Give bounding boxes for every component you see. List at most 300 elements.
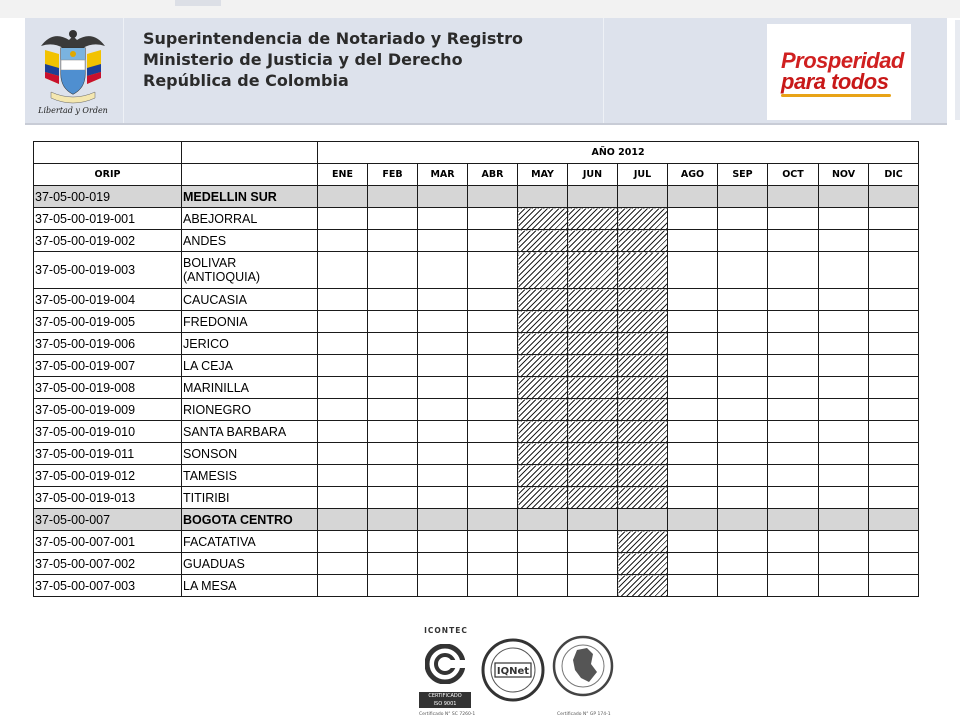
month-cell-ago (668, 377, 718, 399)
orip-name: ANDES (182, 230, 318, 252)
orip-code: 37-05-00-007 (34, 509, 182, 531)
month-cell-abr (468, 421, 518, 443)
month-cell-ene (318, 355, 368, 377)
month-cell-feb (368, 553, 418, 575)
month-cell-mar (418, 399, 468, 421)
month-cell-nov (819, 575, 869, 597)
month-cell-ene (318, 186, 368, 208)
month-cell-oct (768, 553, 819, 575)
orip-name: MARINILLA (182, 377, 318, 399)
table-row (34, 399, 919, 421)
orip-name: FACATATIVA (182, 531, 318, 553)
month-cell-oct (768, 399, 819, 421)
table-row (34, 575, 919, 597)
month-cell-jul-hatched (618, 289, 668, 311)
month-cell-dic (869, 443, 919, 465)
month-cell-nov (819, 252, 869, 289)
month-cell-oct (768, 186, 819, 208)
month-cell-sep (718, 186, 768, 208)
orip-code: 37-05-00-019-002 (34, 230, 182, 252)
group-row (34, 509, 919, 531)
month-cell-may (518, 531, 568, 553)
month-cell-may-hatched (518, 208, 568, 230)
month-cell-ago (668, 186, 718, 208)
iqnet-label: IQNet (496, 666, 530, 677)
slogan-line-2: para todos (781, 69, 889, 94)
month-cell-dic (869, 377, 919, 399)
month-cell-jul (618, 186, 668, 208)
month-cell-ago (668, 355, 718, 377)
group-row (34, 186, 919, 208)
month-cell-nov (819, 465, 869, 487)
icontec-mark-icon (425, 644, 465, 684)
month-cell-jul-hatched (618, 575, 668, 597)
month-cell-mar (418, 443, 468, 465)
month-header-oct: OCT (768, 164, 819, 186)
month-cell-abr (468, 531, 518, 553)
orip-name: GUADUAS (182, 553, 318, 575)
month-cell-nov (819, 289, 869, 311)
month-cell-jun (568, 186, 618, 208)
year-header-row (34, 142, 919, 164)
table-row (34, 208, 919, 230)
month-cell-sep (718, 208, 768, 230)
orip-code: 37-05-00-007-003 (34, 575, 182, 597)
month-cell-mar (418, 377, 468, 399)
orip-schedule-table (33, 141, 919, 597)
table-row (34, 465, 919, 487)
table-row (34, 289, 919, 311)
month-cell-abr (468, 465, 518, 487)
month-cell-mar (418, 289, 468, 311)
month-cell-jun-hatched (568, 377, 618, 399)
month-cell-feb (368, 289, 418, 311)
month-cell-sep (718, 252, 768, 289)
institution-line: República de Colombia (143, 71, 349, 90)
header-banner (25, 18, 947, 125)
month-cell-mar (418, 252, 468, 289)
orip-header: ORIP (34, 164, 182, 186)
month-cell-oct (768, 377, 819, 399)
month-cell-abr (468, 399, 518, 421)
month-cell-ago (668, 230, 718, 252)
month-cell-ago (668, 333, 718, 355)
prosperidad-logo (767, 24, 911, 120)
year-header: AÑO 2012 (318, 142, 919, 164)
month-cell-oct (768, 465, 819, 487)
month-cell-oct (768, 208, 819, 230)
month-cell-ene (318, 509, 368, 531)
month-cell-jun-hatched (568, 208, 618, 230)
month-cell-dic (869, 355, 919, 377)
month-cell-oct (768, 575, 819, 597)
orip-code: 37-05-00-019-003 (34, 252, 182, 289)
month-cell-jul-hatched (618, 421, 668, 443)
month-cell-ago (668, 421, 718, 443)
month-cell-ene (318, 208, 368, 230)
month-cell-feb (368, 421, 418, 443)
month-cell-ago (668, 553, 718, 575)
table-row (34, 311, 919, 333)
month-cell-jun-hatched (568, 355, 618, 377)
cert-number: Certificado N° GP 174-1 (557, 712, 611, 717)
month-cell-jun-hatched (568, 487, 618, 509)
month-cell-abr (468, 443, 518, 465)
month-cell-ene (318, 465, 368, 487)
cert-number: Certificado N° SC 7260-1 (419, 712, 476, 717)
month-cell-feb (368, 575, 418, 597)
institution-names (143, 28, 523, 91)
month-cell-nov (819, 553, 869, 575)
month-cell-abr (468, 230, 518, 252)
month-cell-nov (819, 421, 869, 443)
month-cell-jul-hatched (618, 230, 668, 252)
month-header-dic: DIC (869, 164, 919, 186)
orip-name: RIONEGRO (182, 399, 318, 421)
month-cell-dic (869, 553, 919, 575)
month-cell-dic (869, 230, 919, 252)
institution-line: Superintendencia de Notariado y Registro (143, 29, 523, 48)
month-cell-may-hatched (518, 421, 568, 443)
month-cell-ene (318, 443, 368, 465)
month-cell-ago (668, 575, 718, 597)
month-cell-sep (718, 355, 768, 377)
month-cell-jun (568, 509, 618, 531)
month-cell-mar (418, 208, 468, 230)
month-cell-nov (819, 399, 869, 421)
month-cell-may-hatched (518, 355, 568, 377)
month-cell-sep (718, 421, 768, 443)
month-cell-abr (468, 377, 518, 399)
month-cell-ago (668, 399, 718, 421)
table-row (34, 487, 919, 509)
month-cell-ene (318, 553, 368, 575)
orip-code: 37-05-00-019-004 (34, 289, 182, 311)
month-header-sep: SEP (718, 164, 768, 186)
month-cell-dic (869, 421, 919, 443)
month-cell-nov (819, 531, 869, 553)
month-cell-mar (418, 230, 468, 252)
month-cell-jul-hatched (618, 333, 668, 355)
iqnet-seal-icon (481, 638, 545, 702)
orip-code: 37-05-00-019-013 (34, 487, 182, 509)
month-cell-ago (668, 443, 718, 465)
month-cell-dic (869, 208, 919, 230)
month-cell-nov (819, 186, 869, 208)
month-cell-feb (368, 355, 418, 377)
month-cell-dic (869, 289, 919, 311)
orip-name: CAUCASIA (182, 289, 318, 311)
month-cell-nov (819, 208, 869, 230)
month-cell-mar (418, 333, 468, 355)
icontec-label: ICONTEC (424, 626, 468, 635)
month-cell-dic (869, 465, 919, 487)
orip-name: SONSON (182, 443, 318, 465)
month-cell-sep (718, 553, 768, 575)
month-header-nov: NOV (819, 164, 869, 186)
orip-name: JERICO (182, 333, 318, 355)
orip-code: 37-05-00-019-011 (34, 443, 182, 465)
month-cell-feb (368, 333, 418, 355)
month-cell-ago (668, 208, 718, 230)
month-cell-jul-hatched (618, 252, 668, 289)
month-cell-jun-hatched (568, 289, 618, 311)
month-cell-dic (869, 333, 919, 355)
month-cell-may-hatched (518, 465, 568, 487)
slogan-swoosh (781, 94, 891, 97)
month-cell-may-hatched (518, 311, 568, 333)
table-row (34, 355, 919, 377)
month-cell-ene (318, 531, 368, 553)
month-cell-nov (819, 333, 869, 355)
month-cell-sep (718, 311, 768, 333)
orip-name: TITIRIBI (182, 487, 318, 509)
month-cell-may-hatched (518, 333, 568, 355)
month-cell-abr (468, 208, 518, 230)
orip-code: 37-05-00-019-012 (34, 465, 182, 487)
month-cell-feb (368, 208, 418, 230)
month-cell-mar (418, 575, 468, 597)
month-cell-jun-hatched (568, 443, 618, 465)
table-row (34, 443, 919, 465)
month-cell-feb (368, 531, 418, 553)
month-cell-jul-hatched (618, 208, 668, 230)
month-header-feb: FEB (368, 164, 418, 186)
month-cell-dic (869, 487, 919, 509)
month-cell-ene (318, 333, 368, 355)
month-cell-abr (468, 575, 518, 597)
month-cell-jun-hatched (568, 333, 618, 355)
month-cell-ene (318, 289, 368, 311)
month-cell-ene (318, 421, 368, 443)
month-cell-may-hatched (518, 443, 568, 465)
month-cell-jun (568, 531, 618, 553)
table-row (34, 377, 919, 399)
month-cell-may (518, 186, 568, 208)
month-cell-sep (718, 443, 768, 465)
month-cell-oct (768, 421, 819, 443)
table-row (34, 333, 919, 355)
month-cell-oct (768, 289, 819, 311)
month-cell-oct (768, 252, 819, 289)
month-cell-ago (668, 509, 718, 531)
month-cell-mar (418, 553, 468, 575)
month-cell-jun-hatched (568, 399, 618, 421)
month-cell-sep (718, 531, 768, 553)
month-cell-mar (418, 531, 468, 553)
month-cell-may-hatched (518, 252, 568, 289)
orip-name: ABEJORRAL (182, 208, 318, 230)
month-cell-dic (869, 311, 919, 333)
month-cell-jul-hatched (618, 355, 668, 377)
orip-name: BOLIVAR (ANTIOQUIA) (182, 252, 318, 289)
month-cell-feb (368, 509, 418, 531)
month-cell-jul-hatched (618, 399, 668, 421)
month-header-row (34, 164, 919, 186)
month-cell-ene (318, 377, 368, 399)
month-cell-jun-hatched (568, 311, 618, 333)
month-cell-may (518, 575, 568, 597)
coat-of-arms (35, 24, 111, 116)
month-cell-mar (418, 465, 468, 487)
month-cell-nov (819, 487, 869, 509)
month-cell-abr (468, 186, 518, 208)
month-cell-sep (718, 377, 768, 399)
month-cell-oct (768, 230, 819, 252)
month-cell-ago (668, 311, 718, 333)
month-cell-sep (718, 289, 768, 311)
month-cell-jun (568, 553, 618, 575)
orip-code: 37-05-00-019-010 (34, 421, 182, 443)
month-cell-may-hatched (518, 399, 568, 421)
orip-name: LA CEJA (182, 355, 318, 377)
month-cell-mar (418, 186, 468, 208)
month-cell-feb (368, 311, 418, 333)
banner-edge (955, 20, 960, 120)
month-header-jul: JUL (618, 164, 668, 186)
month-cell-feb (368, 230, 418, 252)
orip-code: 37-05-00-019-007 (34, 355, 182, 377)
table-row (34, 252, 919, 289)
orip-code: 37-05-00-019-001 (34, 208, 182, 230)
banner-divider (123, 18, 124, 123)
month-cell-sep (718, 575, 768, 597)
month-cell-jul-hatched (618, 465, 668, 487)
month-cell-nov (819, 230, 869, 252)
orip-name: MEDELLIN SUR (182, 186, 318, 208)
orip-code: 37-05-00-019-006 (34, 333, 182, 355)
month-cell-ene (318, 399, 368, 421)
month-cell-jun-hatched (568, 421, 618, 443)
orip-code: 37-05-00-007-002 (34, 553, 182, 575)
month-header-ago: AGO (668, 164, 718, 186)
month-cell-may-hatched (518, 230, 568, 252)
orip-code: 37-05-00-019-005 (34, 311, 182, 333)
month-header-jun: JUN (568, 164, 618, 186)
month-cell-sep (718, 230, 768, 252)
month-cell-ene (318, 311, 368, 333)
banner-divider (603, 18, 604, 123)
orip-code: 37-05-00-019-009 (34, 399, 182, 421)
month-cell-jun-hatched (568, 252, 618, 289)
orip-name: FREDONIA (182, 311, 318, 333)
month-cell-oct (768, 355, 819, 377)
month-cell-mar (418, 421, 468, 443)
month-cell-may (518, 509, 568, 531)
month-cell-jul (618, 509, 668, 531)
month-cell-oct (768, 443, 819, 465)
month-cell-dic (869, 531, 919, 553)
month-cell-abr (468, 333, 518, 355)
month-cell-feb (368, 465, 418, 487)
month-cell-mar (418, 487, 468, 509)
month-cell-mar (418, 509, 468, 531)
month-cell-ago (668, 465, 718, 487)
blank-header-cell (34, 142, 182, 164)
month-cell-nov (819, 509, 869, 531)
month-cell-may-hatched (518, 289, 568, 311)
month-cell-sep (718, 487, 768, 509)
month-cell-ene (318, 575, 368, 597)
month-cell-ago (668, 289, 718, 311)
month-cell-oct (768, 509, 819, 531)
icontec-cert-line: CERTIFICADO (428, 693, 462, 699)
month-cell-dic (869, 399, 919, 421)
month-cell-abr (468, 487, 518, 509)
month-cell-dic (869, 575, 919, 597)
orip-code: 37-05-00-007-001 (34, 531, 182, 553)
coat-of-arms-icon (35, 24, 111, 106)
table-row (34, 531, 919, 553)
month-cell-oct (768, 531, 819, 553)
orip-code: 37-05-00-019 (34, 186, 182, 208)
month-cell-feb (368, 443, 418, 465)
month-cell-nov (819, 377, 869, 399)
month-cell-nov (819, 311, 869, 333)
month-cell-may-hatched (518, 377, 568, 399)
certification-logos (415, 624, 615, 720)
month-cell-nov (819, 355, 869, 377)
month-cell-ene (318, 487, 368, 509)
month-cell-mar (418, 355, 468, 377)
month-cell-jul-hatched (618, 531, 668, 553)
month-cell-jul-hatched (618, 377, 668, 399)
month-cell-ene (318, 230, 368, 252)
month-cell-may-hatched (518, 487, 568, 509)
top-tab (175, 0, 221, 6)
month-cell-ago (668, 487, 718, 509)
table-row (34, 421, 919, 443)
month-cell-may (518, 553, 568, 575)
month-header-abr: ABR (468, 164, 518, 186)
month-cell-sep (718, 399, 768, 421)
month-cell-abr (468, 355, 518, 377)
month-cell-abr (468, 252, 518, 289)
month-cell-feb (368, 487, 418, 509)
orip-name: TAMESIS (182, 465, 318, 487)
month-cell-dic (869, 186, 919, 208)
month-cell-oct (768, 311, 819, 333)
month-cell-dic (869, 252, 919, 289)
icontec-cert-bar (419, 692, 471, 708)
icontec-logo (415, 624, 475, 720)
shield-caption: Libertad y Orden (38, 106, 108, 115)
month-cell-oct (768, 487, 819, 509)
icontec-cert-line: ISO 9001 (433, 701, 457, 707)
month-header-ene: ENE (318, 164, 368, 186)
month-cell-jun (568, 575, 618, 597)
month-cell-dic (869, 509, 919, 531)
month-cell-feb (368, 377, 418, 399)
month-cell-sep (718, 333, 768, 355)
month-cell-jun-hatched (568, 230, 618, 252)
month-cell-abr (468, 509, 518, 531)
month-cell-oct (768, 333, 819, 355)
month-cell-sep (718, 465, 768, 487)
month-cell-jul-hatched (618, 311, 668, 333)
month-cell-feb (368, 186, 418, 208)
blank-header-cell (182, 164, 318, 186)
month-cell-nov (819, 443, 869, 465)
month-cell-jul-hatched (618, 487, 668, 509)
month-cell-feb (368, 252, 418, 289)
orip-name: BOGOTA CENTRO (182, 509, 318, 531)
top-strip (0, 0, 960, 18)
orip-name: SANTA BARBARA (182, 421, 318, 443)
blank-header-cell (182, 142, 318, 164)
month-cell-jul-hatched (618, 553, 668, 575)
month-cell-jun-hatched (568, 465, 618, 487)
